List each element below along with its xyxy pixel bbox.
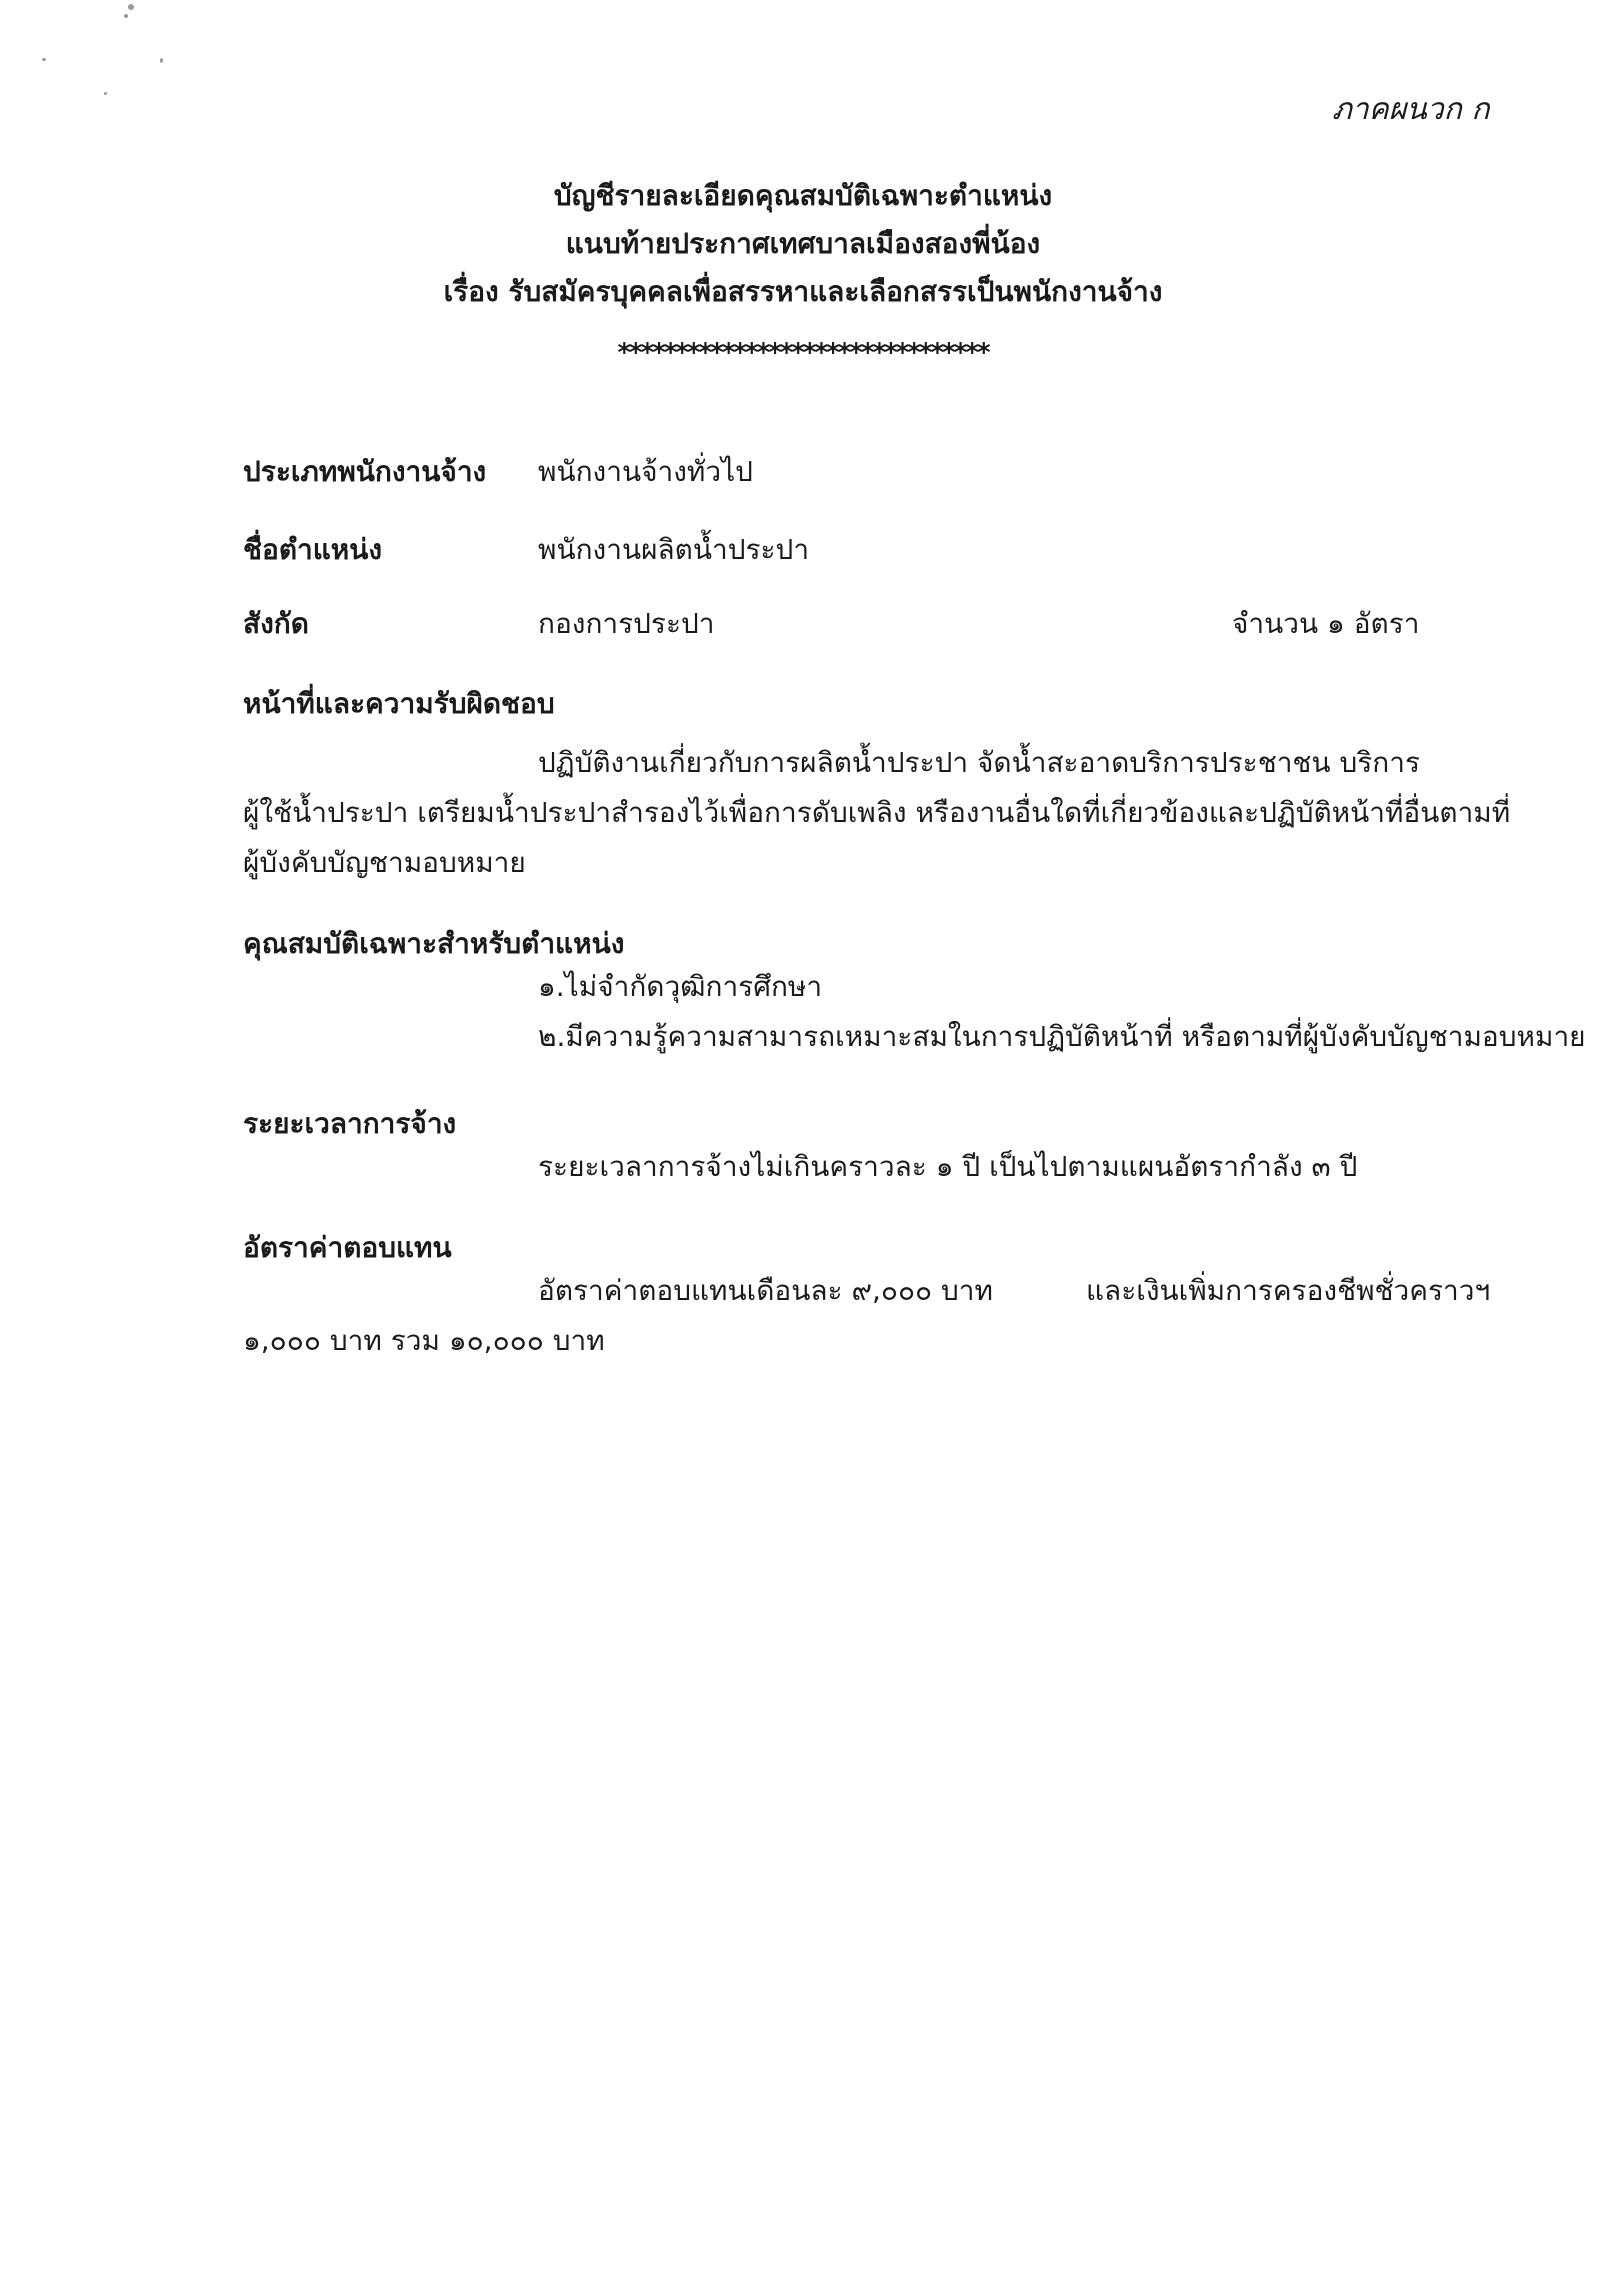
heading-separator: ******************************** (617, 338, 989, 368)
qualification-item-1: ๑.ไม่จำกัดวุฒิการศึกษา (538, 970, 823, 1003)
heading-line-2: แนบท้ายประกาศเทศบาลเมืองสองพี่น้อง (565, 227, 1041, 260)
quantity-value: จำนวน ๑ อัตรา (1232, 607, 1420, 640)
department-label: สังกัด (243, 607, 309, 640)
compensation-label: อัตราค่าตอบแทน (243, 1231, 452, 1264)
heading-line-3: เรื่อง รับสมัครบุคคลเพื่อสรรหาและเลือกสรรเป็นพนักงานจ้าง (443, 275, 1163, 308)
compensation-line-1-a: อัตราค่าตอบแทนเดือนละ ๙,๐๐๐ บาท (538, 1274, 993, 1307)
department-value: กองการประปา (538, 607, 715, 640)
duties-line-2: ผู้ใช้น้ำประปา เตรียมน้ำประปาสำรองไว้เพื่อการดับเพลิง หรืองานอื่นใดที่เกี่ยวข้องและปฏิบัติหน้าที่อื่นตามที่ (243, 796, 1511, 829)
duties-label: หน้าที่และความรับผิดชอบ (243, 687, 555, 720)
scan-speck (42, 58, 46, 61)
scan-speck (160, 58, 163, 63)
scan-speck (128, 4, 134, 10)
period-text: ระยะเวลาการจ้างไม่เกินคราวละ ๑ ปี เป็นไปตามแผนอัตรากำลัง ๓ ปี (538, 1150, 1358, 1183)
duties-line-1: ปฏิบัติงานเกี่ยวกับการผลิตน้ำประปา จัดน้ำสะอาดบริการประชาชน บริการ (538, 746, 1420, 779)
annex-label: ภาคผนวก ก (1332, 92, 1490, 127)
period-label: ระยะเวลาการจ้าง (243, 1107, 457, 1140)
scan-speck (124, 14, 128, 18)
compensation-line-2: ๑,๐๐๐ บาท รวม ๑๐,๐๐๐ บาท (243, 1324, 605, 1357)
position-label: ชื่อตำแหน่ง (243, 533, 383, 566)
compensation-line-1-b: และเงินเพิ่มการครองชีพชั่วคราวฯ (1086, 1274, 1491, 1307)
scan-speck (104, 92, 107, 95)
qualifications-label: คุณสมบัติเฉพาะสำหรับตำแหน่ง (243, 927, 625, 960)
duties-line-3: ผู้บังคับบัญชามอบหมาย (243, 846, 526, 879)
employee-type-label: ประเภทพนักงานจ้าง (243, 455, 487, 488)
heading-line-1: บัญชีรายละเอียดคุณสมบัติเฉพาะตำแหน่ง (553, 179, 1053, 212)
position-value: พนักงานผลิตน้ำประปา (538, 533, 810, 566)
qualification-item-2: ๒.มีความรู้ความสามารถเหมาะสมในการปฏิบัติหน้าที่ หรือตามที่ผู้บังคับบัญชามอบหมาย (538, 1020, 1586, 1053)
employee-type-value: พนักงานจ้างทั่วไป (538, 455, 753, 488)
